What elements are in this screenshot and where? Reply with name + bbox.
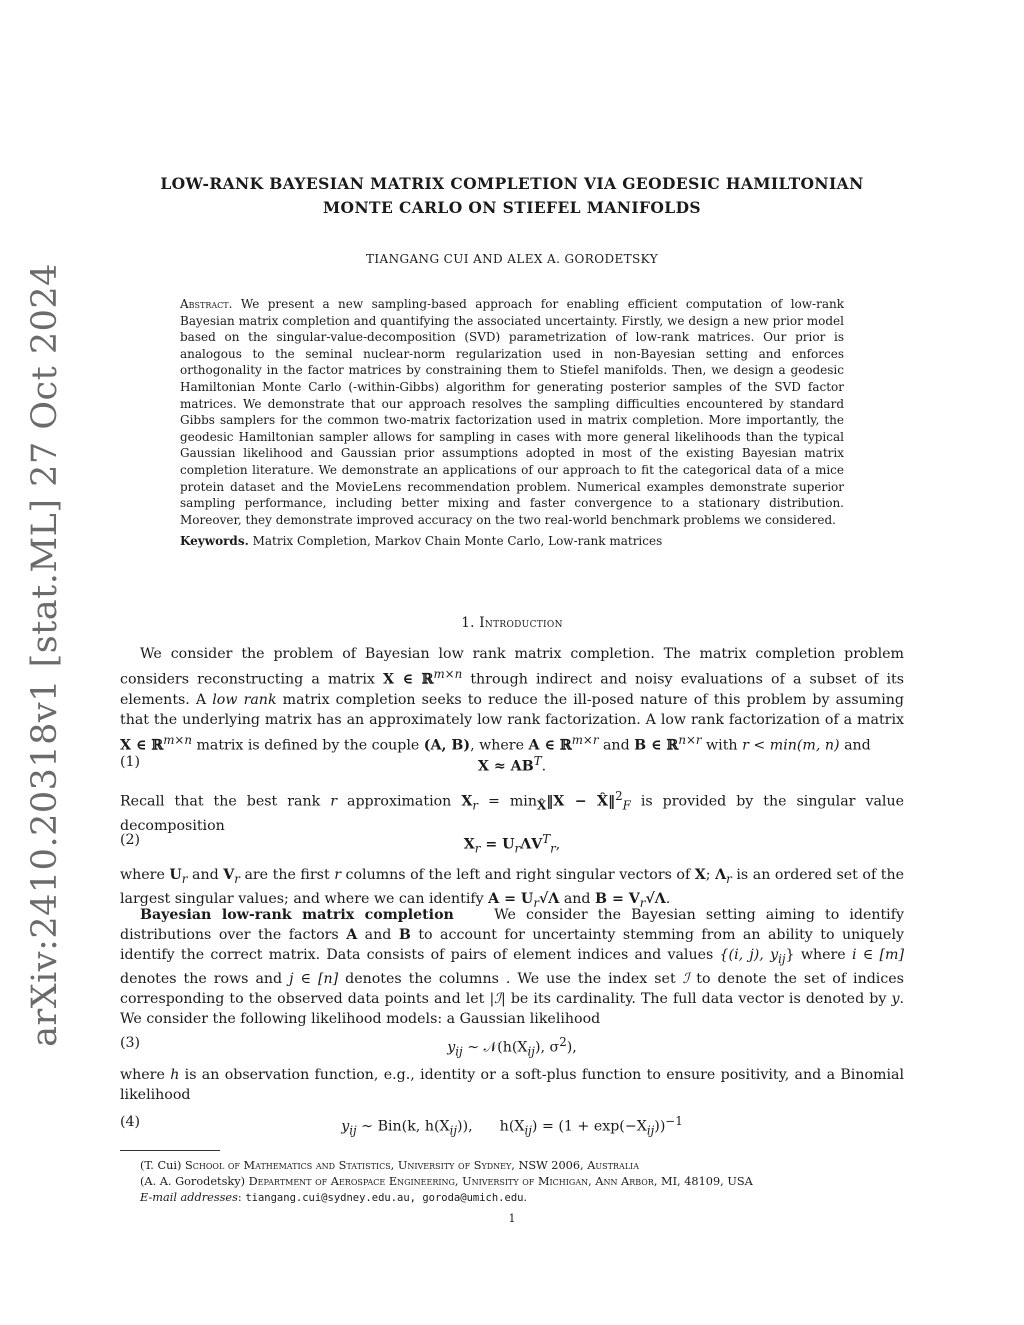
abstract-text: We present a new sampling-based approach for enabling efficient computation of low-rank Bayesian matrix completion and quantifying the associated uncertainty. Firstly, we design a new prior model based on the singular-value-decomposition (SVD) parametrization of low-rank matrices. Our prior is analogous to the seminal nuclear-norm regularization used in non-Bayesian setting and enforces orthogonality in the factor matrices by constraining them to Stiefel manifolds. Then, we design a geodesic Hamiltonian Monte Carlo (-within-Gibbs) algorithm for generating posterior samples of the SVD factor matrices. We demonstrate that our approach resolves the sampling difficulties encountered by standard Gibbs samplers for the common two-matrix factorization used in matrix completion. More importantly, the geodesic Hamiltonian sampler allows for sampling in cases with more general likelihoods than the typical Gaussian likelihood and Gaussian prior assumptions adopted in most of the existing Bayesian matrix completion literature. We demonstrate an applications of our approach to fit the categorical data of a mice protein dataset and the MovieLens recommendation problem. Numerical examples demonstrate superior sampling performance, including better mixing and faster convergence to a stationary distribution. Moreover, they demonstrate improved accuracy on the two real-world benchmark problems we considered. [180, 297, 844, 527]
footnote-cui: (T. Cui) School of Mathematics and Statistics, University of Sydney, NSW 2006, Australia [140, 1159, 639, 1172]
footnote-rule [120, 1150, 220, 1151]
page-number: 1 [508, 1212, 516, 1225]
abstract-label: Abstract. [180, 297, 233, 311]
abstract [180, 296, 844, 528]
footnote-emails: E-mail addresses: tiangang.cui@sydney.edu.au, goroda@umich.edu. [140, 1191, 528, 1204]
equation-3: (3) $y_{ij}$ ∼ $𝒩(h(X_{ij})$, $\sigma^2$), [120, 1035, 577, 1059]
equation-1: (1) $X \approx AB^T$. [120, 754, 547, 775]
footnote-gorodetsky: (A. A. Gorodetsky) Department of Aerospace Engineering, University of Michigan, Ann Arbor, MI, 48109, USA [140, 1175, 753, 1188]
paragraph-svd-factors: where $U_r$ and $V_r$ are the first r columns of the left and right singular vectors of X; $\Lambda_r$ is an ordered set of the largest singular values; and where we can identify $A = U_r√\Lambda$ and $B = V_r√\Lambda$. [120, 867, 904, 910]
footnotes [120, 1158, 904, 1206]
paper-title: LOW-RANK BAYESIAN MATRIX COMPLETION VIA GEODESIC HAMILTONIAN MONTE CARLO ON STIEFEL MANIFOLDS [160, 174, 864, 217]
authors: TIANGANG CUI AND ALEX A. GORODETSKY [365, 252, 659, 266]
email-addresses[interactable]: tiangang.cui@sydney.edu.au, goroda@umich.edu [245, 1192, 524, 1204]
arxiv-side-label: arXiv:2410.20318v1 [stat.ML] 27 Oct 2024 [25, 263, 65, 1047]
equation-2: (2) $X_r = U_r\Lambda V^T_r$, [120, 832, 561, 856]
paragraph-observation-function: where h is an observation function, e.g., identity or a soft-plus function to ensure positivity, and a Binomial likelihood [120, 1067, 904, 1103]
equation-4: (4) $y_{ij}$ ∼ Bin(k, $h(X_{ij})$), $h(X_{ij}) = (1 + \exp(-X_{ij}))^{-1}$ [120, 1114, 683, 1138]
intro-paragraph-1: We consider the problem of Bayesian low rank matrix completion. The matrix completion problem considers reconstructing a matrix X ∈ ℝ$^{m\times n}$ through indirect and noisy evaluations of a subset of its elements. A low rank matrix completion seeks to reduce the ill-posed nature of this problem by assuming that the underlying matrix has an approximately low rank factorization. A low rank factorization of a matrix X ∈ ℝ$^{m\times n}$ matrix is defined by the couple (A, B), where A ∈ ℝ$^{m\times r}$ and B ∈ ℝ$^{n\times r}$ with r < min(m, n) and [120, 646, 904, 754]
keywords: Keywords. Matrix Completion, Markov Chain Monte Carlo, Low-rank matrices [180, 534, 663, 548]
paragraph-best-rank: Recall that the best rank r approximation $X_r$ = $\min_{X̂}‖X$ − X̂‖$^2_F$ is provided by the singular value decomposition [120, 789, 904, 834]
paragraph-heading: Bayesian low-rank matrix completion [140, 907, 454, 923]
paragraph-bayesian-completion: Bayesian low-rank matrix completion We consider the Bayesian setting aiming to identify distributions over the factors A and B to account for uncertainty stemming from an ability to uniquely identify the correct matrix. Data consists of pairs of element indices and values {(i, j), $y_{ij}$} where i ∈ [m] denotes the rows and j ∈ [n] denotes the columns . We use the index set ℐ to denote the set of indices corresponding to the observed data points and let |ℐ| be its cardinality. The full data vector is denoted by y. We consider the following likelihood models: a Gaussian likelihood [120, 907, 905, 1027]
section-heading: 1. Introduction [461, 615, 563, 631]
